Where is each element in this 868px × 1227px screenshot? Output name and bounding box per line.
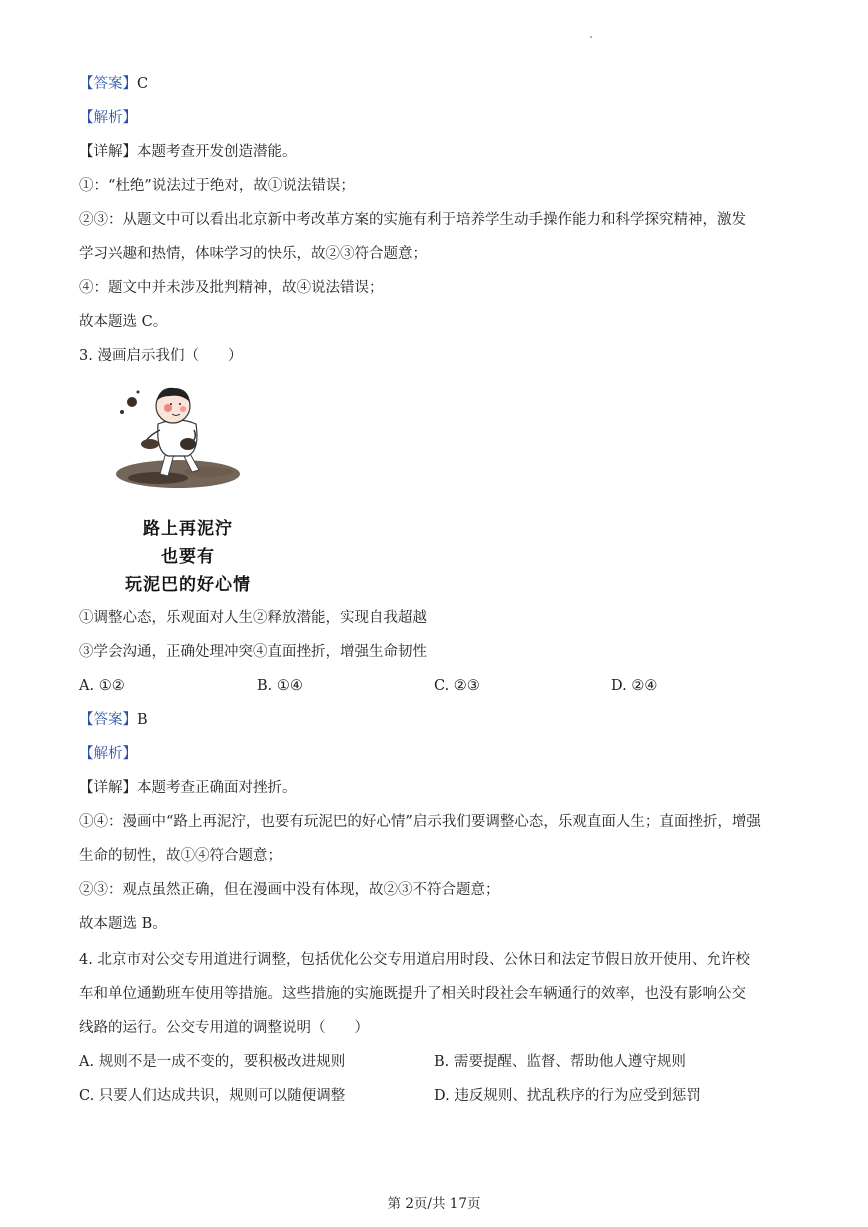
q3-conclusion: 故本题选 B。 <box>79 916 167 932</box>
q3-statements-a: ①调整心态，乐观面对人生②释放潜能，实现自我超越 <box>79 610 427 626</box>
page-footer: 第 2页/共 17页 <box>387 1196 481 1212</box>
q2-detail <box>79 142 297 162</box>
cartoon-caption-line1: 路上再泥泞 <box>143 519 233 539</box>
q4-option-c: C. 只要人们达成共识，规则可以随便调整 <box>79 1088 346 1104</box>
scan-dot <box>590 36 592 38</box>
q4-option-b: B. 需要提醒、监督、帮助他人遵守规则 <box>434 1054 686 1070</box>
q3-option-d: D. ②④ <box>611 678 658 694</box>
answer-tag: 【答案】 <box>79 76 137 92</box>
q2-answer <box>79 74 148 94</box>
q2-analysis-tag: 【解析】 <box>79 110 137 126</box>
q3-answer <box>79 710 148 730</box>
answer-tag: 【答案】 <box>79 712 137 728</box>
q2-line1: ①：“杜绝”说法过于绝对，故①说法错误； <box>79 178 355 194</box>
q4-stem-a: 4. 北京市对公交专用道进行调整，包括优化公交专用道启用时段、公休日和法定节假日放开使用、允许校 <box>79 952 750 968</box>
answer-value: B <box>137 712 148 728</box>
q2-line3: ④：题文中并未涉及批判精神，故④说法错误； <box>79 280 384 296</box>
cartoon-caption-line2: 也要有 <box>161 547 215 567</box>
q4-option-d: D. 违反规则、扰乱秩序的行为应受到惩罚 <box>434 1088 701 1104</box>
detail-tag: 【详解】 <box>79 144 137 160</box>
cartoon-caption-line3: 玩泥巴的好心情 <box>125 575 251 595</box>
q2-line2a: ②③：从题文中可以看出北京新中考改革方案的实施有利于培养学生动手操作能力和科学探究精神，激发 <box>79 212 746 228</box>
detail-tag: 【详解】 <box>79 780 137 796</box>
q3-option-b: B. ①④ <box>257 678 303 694</box>
q3-line1b: 生命的韧性，故①④符合题意； <box>79 848 282 864</box>
cartoon-image <box>108 382 251 595</box>
q3-line2: ②③：观点虽然正确，但在漫画中没有体现，故②③不符合题意； <box>79 882 500 898</box>
detail-text: 本题考查开发创造潜能。 <box>137 144 297 160</box>
q3-stem: 3. 漫画启示我们（ ） <box>79 348 243 364</box>
cartoon-boy-illustration <box>108 382 248 497</box>
q3-analysis-tag: 【解析】 <box>79 746 137 762</box>
q3-line1a: ①④：漫画中“路上再泥泞，也要有玩泥巴的好心情”启示我们要调整心态，乐观直面人生；直面挫折，增强 <box>79 814 761 830</box>
answer-value: C <box>137 76 149 92</box>
q2-conclusion: 故本题选 C。 <box>79 314 168 330</box>
q3-detail <box>79 778 297 798</box>
q3-option-c: C. ②③ <box>434 678 480 694</box>
q3-statements-b: ③学会沟通，正确处理冲突④直面挫折，增强生命韧性 <box>79 644 427 660</box>
detail-text: 本题考查正确面对挫折。 <box>137 780 297 796</box>
q4-stem-c: 线路的运行。公交专用道的调整说明（ ） <box>79 1020 369 1036</box>
q2-line2b: 学习兴趣和热情，体味学习的快乐，故②③符合题意； <box>79 246 427 262</box>
q4-option-a: A. 规则不是一成不变的，要积极改进规则 <box>79 1054 346 1070</box>
q4-stem-b: 车和单位通勤班车使用等措施。这些措施的实施既提升了相关时段社会车辆通行的效率，也没有影响公交 <box>79 986 746 1002</box>
q3-option-a: A. ①② <box>79 678 125 694</box>
